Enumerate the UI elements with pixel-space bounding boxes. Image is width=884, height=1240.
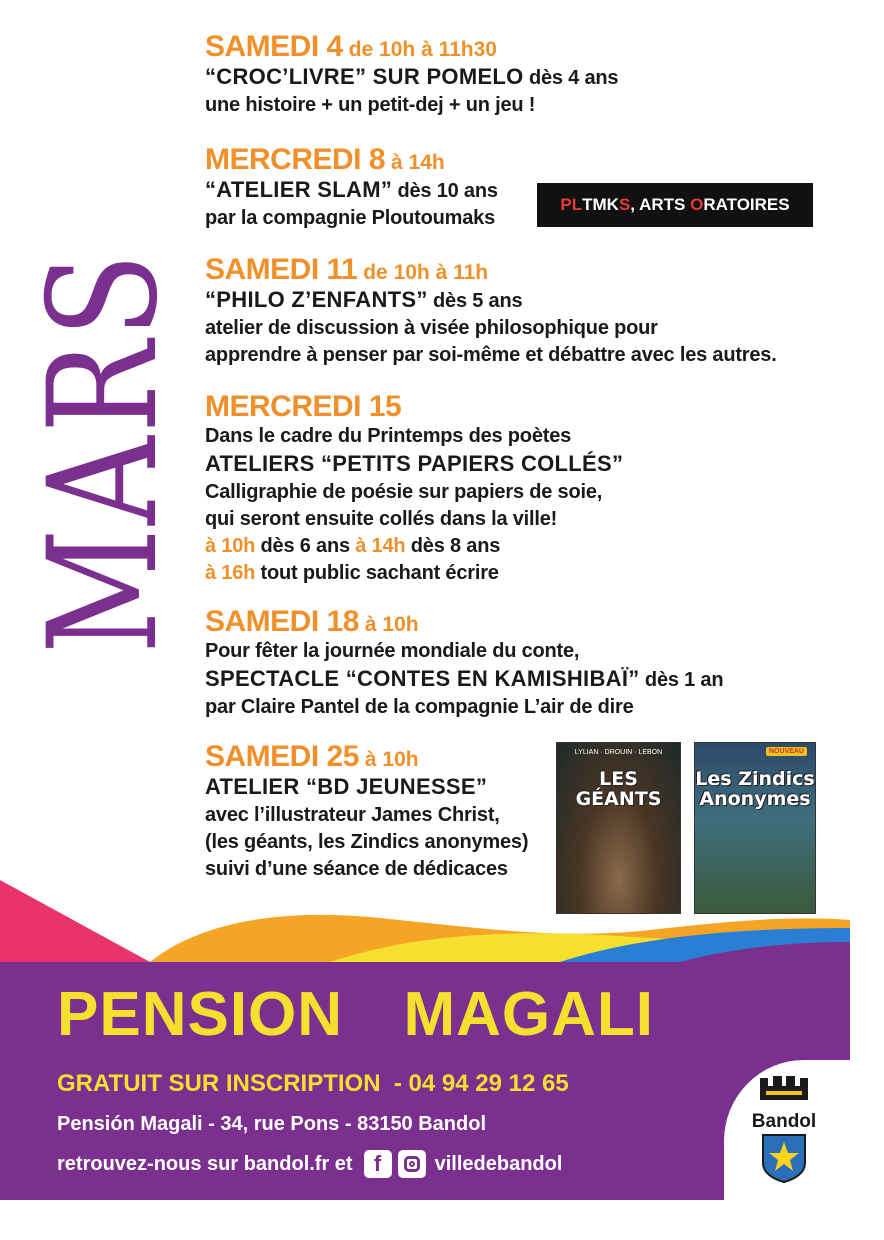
event-date (205, 143, 498, 176)
event-time: à 10h (364, 613, 419, 636)
event-time: de 10h à 11h30 (348, 38, 497, 61)
event-description: avec l’illustrateur James Christ, (205, 804, 500, 826)
facebook-glyph: f (373, 1151, 382, 1176)
badge-text: O (690, 195, 704, 214)
badge-text: , ARTS (630, 195, 691, 214)
slot-time: à 16h (205, 562, 256, 584)
slot-time: à 10h (205, 535, 256, 557)
event-intro: Pour fêter la journée mondiale du conte, (205, 640, 580, 662)
event-date (205, 390, 623, 423)
event-description: Calligraphie de poésie sur papiers de soie, (205, 481, 603, 503)
event-title: “ATELIER SLAM” (205, 177, 393, 202)
event-date (205, 605, 723, 638)
event-day: MERCREDI 15 (205, 390, 402, 423)
instagram-icon[interactable] (398, 1150, 426, 1178)
event-age: dès 10 ans (397, 180, 498, 202)
event-age: dès 5 ans (433, 290, 523, 312)
month-title-graphic (10, 160, 191, 660)
event-date (205, 253, 777, 286)
event-title-line (205, 665, 723, 694)
event-title-line (205, 773, 528, 802)
social-handle[interactable]: villedebandol (434, 1152, 563, 1175)
slot-text: tout public sachant écrire (260, 562, 499, 584)
star-shield-icon (761, 1133, 807, 1183)
event-title: SPECTACLE “CONTES EN KAMISHIBAÏ” (205, 666, 640, 691)
badge-text: PL (560, 195, 583, 214)
event-title: “PHILO Z’ENFANTS” (205, 287, 428, 312)
footer-panel (0, 962, 850, 1200)
event-title: ATELIER “BD JEUNESSE” (205, 774, 488, 799)
event-time: de 10h à 11h (363, 261, 489, 284)
pink-wave-shape (0, 880, 150, 962)
event-title-line (205, 176, 498, 205)
event-description: apprendre à penser par soi-même et débattre avec les autres. (205, 344, 777, 366)
badge-text: RATOIRES (703, 195, 790, 214)
social-links (57, 1150, 562, 1178)
badge-text: S (618, 195, 631, 214)
event-description: une histoire + un petit-dej + un jeu ! (205, 94, 536, 116)
social-prefix: retrouvez-nous sur bandol.fr et (57, 1152, 353, 1175)
month-title-text: MARS (17, 160, 191, 654)
crown-icon (746, 1074, 822, 1104)
event-date (205, 30, 618, 63)
event-age: dès 1 an (644, 669, 724, 691)
event-mercredi-8 (205, 143, 498, 232)
event-day: MERCREDI 8 (205, 143, 386, 176)
event-mercredi-15 (205, 390, 623, 587)
decorative-wave (0, 870, 850, 970)
event-description: atelier de discussion à visée philosophique pour (205, 317, 658, 339)
event-title-line (205, 286, 777, 315)
bandol-logo (746, 1074, 822, 1184)
event-day: SAMEDI 18 (205, 605, 359, 638)
event-title-line (205, 450, 623, 479)
ploutoumaks-badge (537, 183, 813, 227)
book-title: LES GÉANTS (575, 768, 662, 810)
event-slots (205, 533, 623, 560)
event-title: “CROC’LIVRE” SUR POMELO (205, 64, 524, 89)
event-date (205, 740, 528, 773)
event-samedi-25 (205, 740, 528, 883)
venue-title: PENSION MAGALI (57, 980, 655, 1049)
event-intro: Dans le cadre du Printemps des poètes (205, 425, 572, 447)
event-samedi-11 (205, 253, 777, 369)
logo-text: Bandol (751, 1111, 817, 1132)
slot-text: dès 8 ans (410, 535, 501, 557)
event-title: ATELIERS “PETITS PAPIERS COLLÉS” (205, 451, 624, 476)
book-authors: LYLIAN · DROUIN · LEBON (574, 749, 663, 756)
event-description: qui seront ensuite collés dans la ville! (205, 508, 558, 530)
event-age: dès 4 ans (528, 67, 619, 89)
slot-text: dès 6 ans (260, 535, 350, 557)
event-description: par la compagnie Ploutoumaks (205, 207, 496, 229)
slot-time: à 14h (355, 535, 406, 557)
event-samedi-18 (205, 605, 723, 721)
month-title (10, 160, 191, 660)
event-samedi-4 (205, 30, 618, 119)
event-time: à 10h (364, 748, 419, 771)
event-description: par Claire Pantel de la compagnie L’air de dire (205, 696, 634, 718)
event-time: à 14h (391, 151, 445, 174)
event-description: (les géants, les Zindics anonymes) (205, 831, 529, 853)
venue-address: Pensión Magali - 34, rue Pons - 83150 Bandol (57, 1113, 487, 1135)
event-description: suivi d’une séance de dédicaces (205, 858, 508, 880)
event-day: SAMEDI 4 (205, 30, 343, 63)
event-day: SAMEDI 25 (205, 740, 359, 773)
book-badge: NOUVEAU (766, 747, 807, 756)
book-title: Les Zindics Anonymes (695, 768, 815, 810)
event-day: SAMEDI 11 (205, 253, 358, 286)
badge-text: TMK (582, 195, 619, 214)
event-slots (205, 560, 623, 587)
facebook-icon[interactable] (364, 1150, 392, 1178)
registration-info: GRATUIT SUR INSCRIPTION - 04 94 29 12 65 (57, 1070, 569, 1097)
event-title-line (205, 63, 618, 92)
